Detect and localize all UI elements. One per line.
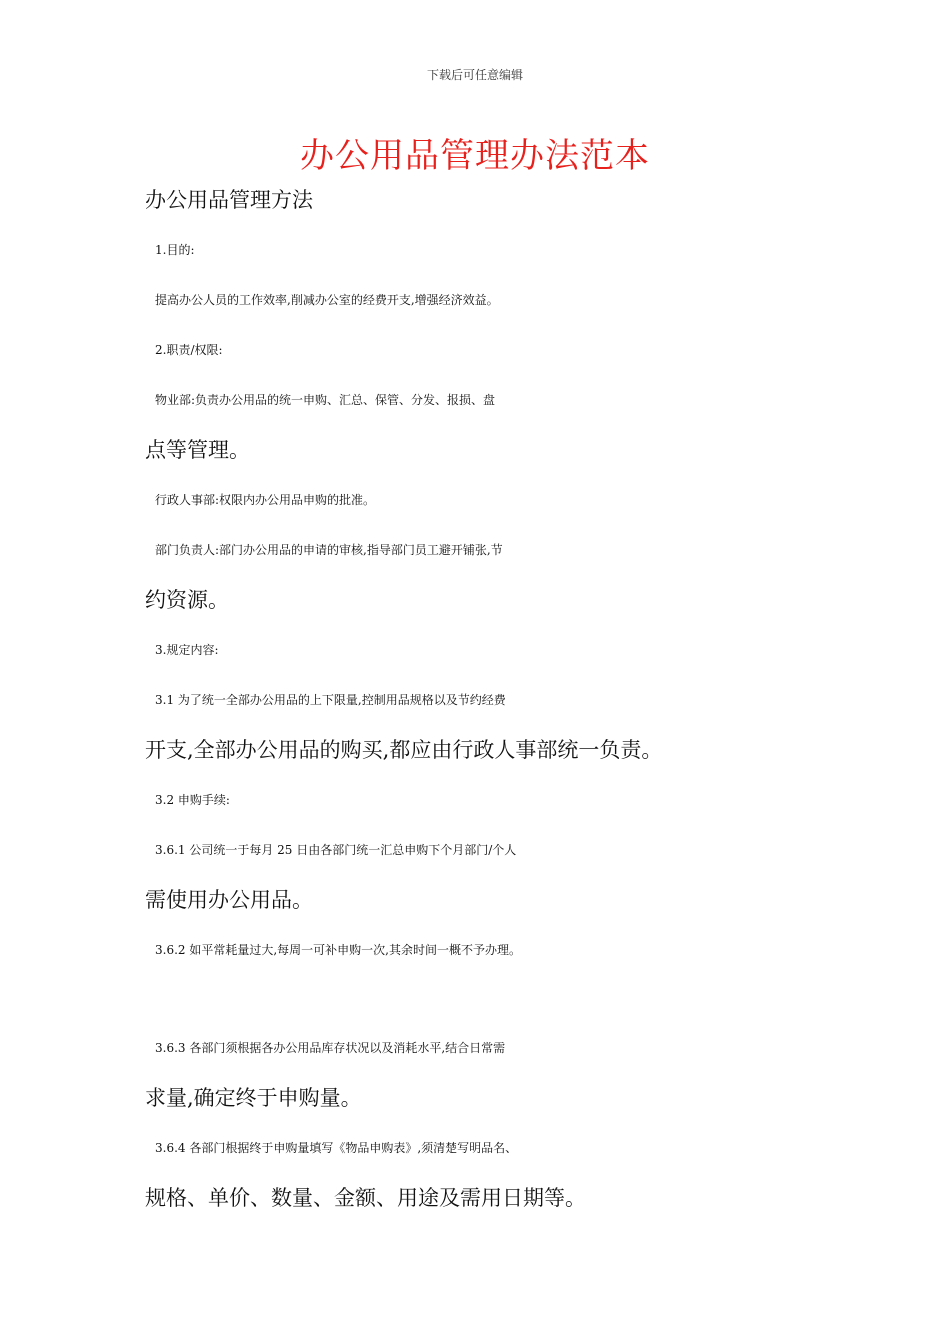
subtitle-line: 办公用品管理方法 — [145, 188, 313, 212]
paragraph-line: 需使用办公用品。 — [145, 888, 313, 912]
paragraph-line: 物业部:负责办公用品的统一申购、汇总、保管、分发、报损、盘 — [155, 393, 496, 407]
section-heading: 3.规定内容: — [155, 643, 219, 657]
paragraph-line: 3.1 为了统一全部办公用品的上下限量,控制用品规格以及节约经费 — [155, 693, 506, 707]
paragraph-line: 规格、单价、数量、金额、用途及需用日期等。 — [145, 1186, 586, 1210]
paragraph-line: 3.6.3 各部门须根据各办公用品库存状况以及消耗水平,结合日常需 — [155, 1041, 506, 1055]
paragraph-line: 部门负责人:部门办公用品的申请的审核,指导部门员工避开铺张,节 — [155, 543, 503, 557]
paragraph-line: 3.6.4 各部门根据终于申购量填写《物品申购表》,须清楚写明品名、 — [155, 1141, 518, 1155]
paragraph-line: 开支,全部办公用品的购买,都应由行政人事部统一负责。 — [145, 738, 663, 762]
document-title: 办公用品管理办法范本 — [300, 136, 650, 176]
paragraph-line: 提高办公人员的工作效率,削减办公室的经费开支,增强经济效益。 — [155, 293, 499, 307]
paragraph-line: 3.6.2 如平常耗量过大,每周一可补申购一次,其余时间一概不予办理。 — [155, 943, 521, 957]
header-note: 下载后可任意编辑 — [426, 68, 523, 82]
paragraph-line: 点等管理。 — [145, 438, 250, 462]
paragraph-line: 行政人事部:权限内办公用品申购的批准。 — [155, 493, 376, 507]
section-heading: 3.2 申购手续: — [155, 793, 230, 807]
section-heading: 2.职责/权限: — [155, 343, 223, 357]
paragraph-line: 求量,确定终于申购量。 — [145, 1086, 362, 1110]
paragraph-line: 3.6.1 公司统一于每月 25 日由各部门统一汇总申购下个月部门/个人 — [155, 843, 517, 857]
paragraph-line: 约资源。 — [145, 588, 229, 612]
section-heading: 1.目的: — [155, 243, 195, 257]
